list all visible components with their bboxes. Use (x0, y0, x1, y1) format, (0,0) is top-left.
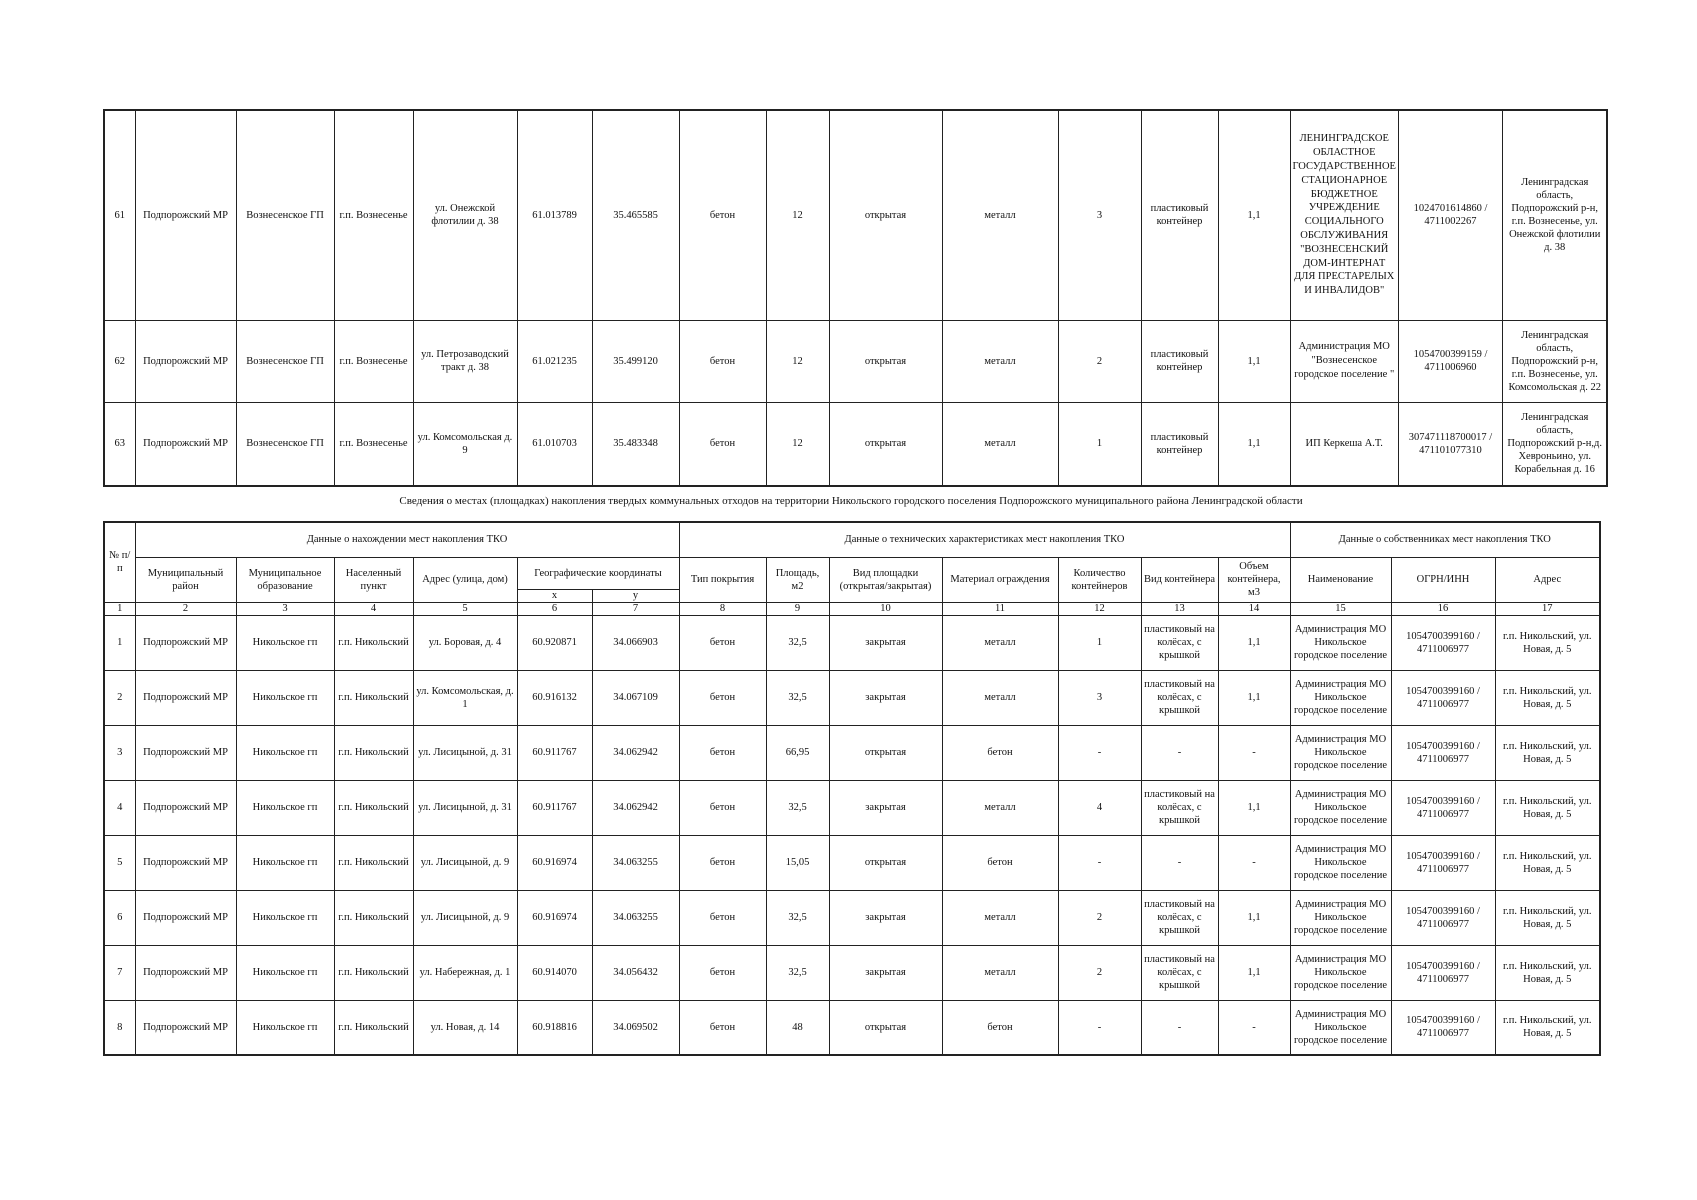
header-container: Вид контейнера (1141, 557, 1218, 602)
column-number: 2 (135, 602, 236, 615)
cell-district: Подпорожский МР (135, 1000, 236, 1055)
cell-fence: бетон (942, 725, 1058, 780)
cell-ogrn: 1054700399160 / 4711006977 (1391, 670, 1495, 725)
cell-owner: Администрация МО Никольское городское поселение (1290, 670, 1391, 725)
cell-count: - (1058, 835, 1141, 890)
cell-container: пластиковый контейнер (1141, 110, 1218, 320)
cell-container: пластиковый контейнер (1141, 320, 1218, 402)
cell-cover: бетон (679, 320, 766, 402)
cell-y: 34.067109 (592, 670, 679, 725)
cell-volume: 1,1 (1218, 890, 1290, 945)
cell-ogrn: 1054700399160 / 4711006977 (1391, 615, 1495, 670)
cell-y: 34.066903 (592, 615, 679, 670)
cell-address: ул. Лисицыной, д. 31 (413, 725, 517, 780)
cell-district: Подпорожский МР (135, 945, 236, 1000)
cell-area: 12 (766, 402, 829, 486)
cell-count: 3 (1058, 110, 1141, 320)
cell-owner: Администрация МО Никольское городское поселение (1290, 945, 1391, 1000)
cell-n: 6 (104, 890, 135, 945)
header-owner: Наименование (1290, 557, 1391, 602)
header-coords: Географические координаты (517, 557, 679, 589)
header-column-row (104, 557, 1600, 589)
cell-count: 2 (1058, 945, 1141, 1000)
cell-site-type: открытая (829, 835, 942, 890)
cell-count: 2 (1058, 320, 1141, 402)
table-caption: Сведения о местах (площадках) накопления твердых коммунальных отходов на территории Никольского городского поселения Подпорожского муниципального района Ленинградской области (399, 495, 1303, 507)
cell-cover: бетон (679, 945, 766, 1000)
cell-address: ул. Боровая, д. 4 (413, 615, 517, 670)
cell-municipality: Никольское гп (236, 890, 334, 945)
cell-volume: 1,1 (1218, 320, 1290, 402)
cell-fence: бетон (942, 835, 1058, 890)
cell-settlement: г.п. Никольский (334, 945, 413, 1000)
cell-area: 32,5 (766, 615, 829, 670)
column-number: 12 (1058, 602, 1141, 615)
cell-x: 61.010703 (517, 402, 592, 486)
cell-settlement: г.п. Никольский (334, 780, 413, 835)
cell-settlement: г.п. Никольский (334, 890, 413, 945)
column-number: 7 (592, 602, 679, 615)
table-row (104, 725, 1600, 780)
column-number: 6 (517, 602, 592, 615)
column-number: 1 (104, 602, 135, 615)
cell-district: Подпорожский МР (135, 402, 236, 486)
cell-container: пластиковый контейнер (1141, 402, 1218, 486)
cell-ogrn: 1054700399160 / 4711006977 (1391, 945, 1495, 1000)
cell-cover: бетон (679, 615, 766, 670)
header-ogrn: ОГРН/ИНН (1391, 557, 1495, 602)
waste-sites-table (103, 521, 1601, 1056)
continuation-table (103, 109, 1608, 487)
cell-fence: металл (942, 945, 1058, 1000)
column-number: 5 (413, 602, 517, 615)
cell-owner: ЛЕНИНГРАДСКОЕ ОБЛАСТНОЕ ГОСУДАРСТВЕННОЕ СТАЦИОНАРНОЕ БЮДЖЕТНОЕ УЧРЕЖДЕНИЕ СОЦИАЛЬНОГО ОБСЛУЖИВАНИЯ "ВОЗНЕСЕНСКИЙ ДОМ-ИНТЕРНАТ ДЛЯ ПРЕСТАРЕЛЫХ И ИНВАЛИДОВ" (1290, 110, 1398, 320)
cell-volume: 1,1 (1218, 615, 1290, 670)
table-row (104, 780, 1600, 835)
table-row (104, 402, 1607, 486)
cell-area: 32,5 (766, 780, 829, 835)
cell-cover: бетон (679, 780, 766, 835)
cell-y: 34.063255 (592, 835, 679, 890)
cell-ogrn: 1054700399159 / 4711006960 (1398, 320, 1502, 402)
cell-settlement: г.п. Вознесенье (334, 402, 413, 486)
cell-container: пластиковый на колёсах, с крышкой (1141, 615, 1218, 670)
header-district: Муниципальный район (135, 557, 236, 602)
cell-area: 32,5 (766, 890, 829, 945)
cell-address: ул. Новая, д. 14 (413, 1000, 517, 1055)
cell-owner-address: г.п. Никольский, ул. Новая, д. 5 (1495, 670, 1600, 725)
cell-address: ул. Комсомольская д. 9 (413, 402, 517, 486)
cell-address: ул. Лисицыной, д. 9 (413, 890, 517, 945)
cell-y: 34.062942 (592, 780, 679, 835)
cell-container: - (1141, 725, 1218, 780)
cell-cover: бетон (679, 890, 766, 945)
cell-owner-address: Ленинградская область, Подпорожский р-н,д. Хевроньино, ул. Корабельная д. 16 (1502, 402, 1607, 486)
header-municipality: Муниципальное образование (236, 557, 334, 602)
cell-n: 7 (104, 945, 135, 1000)
cell-y: 34.056432 (592, 945, 679, 1000)
cell-fence: металл (942, 320, 1058, 402)
cell-settlement: г.п. Никольский (334, 835, 413, 890)
cell-cover: бетон (679, 670, 766, 725)
column-number: 17 (1495, 602, 1600, 615)
table-row (104, 320, 1607, 402)
header-group-owner: Данные о собственниках мест накопления ТКО (1290, 522, 1600, 557)
header-group-location: Данные о нахождении мест накопления ТКО (135, 522, 679, 557)
cell-ogrn: 307471118700017 / 471101077310 (1398, 402, 1502, 486)
cell-x: 60.911767 (517, 780, 592, 835)
cell-owner-address: Ленинградская область, Подпорожский р-н, г.п. Вознесенье, ул. Онежской флотилии д. 38 (1502, 110, 1607, 320)
column-number: 8 (679, 602, 766, 615)
cell-site-type: открытая (829, 320, 942, 402)
cell-settlement: г.п. Никольский (334, 615, 413, 670)
cell-address: ул. Набережная, д. 1 (413, 945, 517, 1000)
header-fence: Материал ограждения (942, 557, 1058, 602)
cell-n: 8 (104, 1000, 135, 1055)
cell-x: 60.920871 (517, 615, 592, 670)
cell-municipality: Никольское гп (236, 780, 334, 835)
cell-x: 60.911767 (517, 725, 592, 780)
cell-address: ул. Петрозаводский тракт д. 38 (413, 320, 517, 402)
cell-owner: Администрация МО Никольское городское поселение (1290, 615, 1391, 670)
header-num: № п/п (104, 522, 135, 602)
cell-n: 2 (104, 670, 135, 725)
column-number: 4 (334, 602, 413, 615)
cell-settlement: г.п. Никольский (334, 1000, 413, 1055)
cell-n: 4 (104, 780, 135, 835)
cell-count: 1 (1058, 402, 1141, 486)
cell-n: 1 (104, 615, 135, 670)
cell-owner: Администрация МО Никольское городское поселение (1290, 725, 1391, 780)
cell-fence: металл (942, 402, 1058, 486)
cell-owner: Администрация МО "Вознесенское городское поселение " (1290, 320, 1398, 402)
cell-site-type: открытая (829, 110, 942, 320)
cell-area: 12 (766, 110, 829, 320)
cell-owner-address: г.п. Никольский, ул. Новая, д. 5 (1495, 725, 1600, 780)
cell-settlement: г.п. Никольский (334, 670, 413, 725)
cell-volume: 1,1 (1218, 945, 1290, 1000)
cell-count: 4 (1058, 780, 1141, 835)
cell-volume: 1,1 (1218, 110, 1290, 320)
cell-volume: 1,1 (1218, 402, 1290, 486)
header-volume: Объем контейнера, м3 (1218, 557, 1290, 602)
cell-area: 66,95 (766, 725, 829, 780)
column-number: 15 (1290, 602, 1391, 615)
column-number: 16 (1391, 602, 1495, 615)
cell-cover: бетон (679, 110, 766, 320)
cell-site-type: закрытая (829, 780, 942, 835)
cell-address: ул. Онежской флотилии д. 38 (413, 110, 517, 320)
cell-count: - (1058, 725, 1141, 780)
cell-address: ул. Лисицыной, д. 31 (413, 780, 517, 835)
cell-site-type: закрытая (829, 945, 942, 1000)
cell-owner: Администрация МО Никольское городское поселение (1290, 890, 1391, 945)
cell-ogrn: 1054700399160 / 4711006977 (1391, 835, 1495, 890)
cell-district: Подпорожский МР (135, 890, 236, 945)
cell-municipality: Никольское гп (236, 670, 334, 725)
cell-y: 34.062942 (592, 725, 679, 780)
header-x: x (517, 589, 592, 602)
cell-area: 15,05 (766, 835, 829, 890)
cell-volume: - (1218, 725, 1290, 780)
cell-y: 34.069502 (592, 1000, 679, 1055)
table-row (104, 890, 1600, 945)
cell-municipality: Никольское гп (236, 945, 334, 1000)
cell-fence: бетон (942, 1000, 1058, 1055)
cell-municipality: Никольское гп (236, 725, 334, 780)
cell-count: 3 (1058, 670, 1141, 725)
cell-cover: бетон (679, 835, 766, 890)
cell-container: пластиковый на колёсах, с крышкой (1141, 945, 1218, 1000)
column-number: 3 (236, 602, 334, 615)
header-group-tech: Данные о технических характеристиках мест накопления ТКО (679, 522, 1290, 557)
column-number-row (104, 602, 1600, 615)
cell-owner: ИП Керкеша А.Т. (1290, 402, 1398, 486)
cell-count: 1 (1058, 615, 1141, 670)
column-number: 13 (1141, 602, 1218, 615)
header-y: y (592, 589, 679, 602)
cell-site-type: закрытая (829, 615, 942, 670)
cell-container: - (1141, 1000, 1218, 1055)
cell-container: - (1141, 835, 1218, 890)
cell-settlement: г.п. Вознесенье (334, 320, 413, 402)
header-count: Количество контейнеров (1058, 557, 1141, 602)
cell-owner-address: г.п. Никольский, ул. Новая, д. 5 (1495, 615, 1600, 670)
cell-volume: - (1218, 1000, 1290, 1055)
cell-ogrn: 1024701614860 / 4711002267 (1398, 110, 1502, 320)
cell-y: 35.483348 (592, 402, 679, 486)
cell-owner-address: г.п. Никольский, ул. Новая, д. 5 (1495, 1000, 1600, 1055)
header-address: Адрес (улица, дом) (413, 557, 517, 602)
cell-owner: Администрация МО Никольское городское поселение (1290, 780, 1391, 835)
cell-count: - (1058, 1000, 1141, 1055)
cell-fence: металл (942, 780, 1058, 835)
table-row (104, 110, 1607, 320)
cell-volume: 1,1 (1218, 780, 1290, 835)
cell-district: Подпорожский МР (135, 835, 236, 890)
cell-y: 34.063255 (592, 890, 679, 945)
table-row (104, 835, 1600, 890)
cell-area: 48 (766, 1000, 829, 1055)
header-settlement: Населенный пункт (334, 557, 413, 602)
cell-address: ул. Лисицыной, д. 9 (413, 835, 517, 890)
cell-site-type: открытая (829, 1000, 942, 1055)
cell-area: 32,5 (766, 670, 829, 725)
cell-container: пластиковый на колёсах, с крышкой (1141, 670, 1218, 725)
cell-n: 5 (104, 835, 135, 890)
cell-district: Подпорожский МР (135, 670, 236, 725)
cell-district: Подпорожский МР (135, 110, 236, 320)
cell-x: 60.918816 (517, 1000, 592, 1055)
column-number: 10 (829, 602, 942, 615)
cell-address: ул. Комсомольская, д. 1 (413, 670, 517, 725)
table-row (104, 1000, 1600, 1055)
cell-area: 32,5 (766, 945, 829, 1000)
cell-n: 62 (104, 320, 135, 402)
table-row (104, 615, 1600, 670)
cell-owner: Администрация МО Никольское городское поселение (1290, 1000, 1391, 1055)
cell-n: 3 (104, 725, 135, 780)
cell-fence: металл (942, 890, 1058, 945)
cell-site-type: закрытая (829, 890, 942, 945)
cell-x: 60.916974 (517, 835, 592, 890)
cell-fence: металл (942, 615, 1058, 670)
cell-n: 63 (104, 402, 135, 486)
cell-volume: 1,1 (1218, 670, 1290, 725)
cell-owner-address: Ленинградская область, Подпорожский р-н, г.п. Вознесенье, ул. Комсомольская д. 22 (1502, 320, 1607, 402)
column-number: 9 (766, 602, 829, 615)
cell-x: 61.021235 (517, 320, 592, 402)
cell-district: Подпорожский МР (135, 615, 236, 670)
cell-container: пластиковый на колёсах, с крышкой (1141, 890, 1218, 945)
table-row (104, 670, 1600, 725)
header-area: Площадь, м2 (766, 557, 829, 602)
cell-n: 61 (104, 110, 135, 320)
cell-district: Подпорожский МР (135, 725, 236, 780)
cell-site-type: открытая (829, 402, 942, 486)
cell-x: 60.914070 (517, 945, 592, 1000)
cell-municipality: Вознесенское ГП (236, 402, 334, 486)
cell-ogrn: 1054700399160 / 4711006977 (1391, 725, 1495, 780)
column-number: 11 (942, 602, 1058, 615)
cell-site-type: закрытая (829, 670, 942, 725)
cell-y: 35.499120 (592, 320, 679, 402)
cell-fence: металл (942, 670, 1058, 725)
cell-municipality: Никольское гп (236, 835, 334, 890)
cell-cover: бетон (679, 402, 766, 486)
header-owner-address: Адрес (1495, 557, 1600, 602)
cell-x: 60.916132 (517, 670, 592, 725)
cell-ogrn: 1054700399160 / 4711006977 (1391, 1000, 1495, 1055)
cell-x: 61.013789 (517, 110, 592, 320)
cell-municipality: Никольское гп (236, 1000, 334, 1055)
cell-owner-address: г.п. Никольский, ул. Новая, д. 5 (1495, 835, 1600, 890)
cell-municipality: Вознесенское ГП (236, 320, 334, 402)
cell-container: пластиковый на колёсах, с крышкой (1141, 780, 1218, 835)
cell-settlement: г.п. Никольский (334, 725, 413, 780)
header-cover: Тип покрытия (679, 557, 766, 602)
header-site-type: Вид площадки (открытая/закрытая) (829, 557, 942, 602)
cell-area: 12 (766, 320, 829, 402)
cell-x: 60.916974 (517, 890, 592, 945)
cell-owner-address: г.п. Никольский, ул. Новая, д. 5 (1495, 780, 1600, 835)
cell-owner-address: г.п. Никольский, ул. Новая, д. 5 (1495, 890, 1600, 945)
cell-district: Подпорожский МР (135, 320, 236, 402)
cell-district: Подпорожский МР (135, 780, 236, 835)
header-group-row (104, 522, 1600, 557)
cell-municipality: Вознесенское ГП (236, 110, 334, 320)
cell-y: 35.465585 (592, 110, 679, 320)
column-number: 14 (1218, 602, 1290, 615)
cell-volume: - (1218, 835, 1290, 890)
cell-ogrn: 1054700399160 / 4711006977 (1391, 890, 1495, 945)
table-row (104, 945, 1600, 1000)
cell-settlement: г.п. Вознесенье (334, 110, 413, 320)
cell-owner: Администрация МО Никольское городское поселение (1290, 835, 1391, 890)
cell-owner-address: г.п. Никольский, ул. Новая, д. 5 (1495, 945, 1600, 1000)
cell-municipality: Никольское гп (236, 615, 334, 670)
cell-ogrn: 1054700399160 / 4711006977 (1391, 780, 1495, 835)
cell-fence: металл (942, 110, 1058, 320)
cell-cover: бетон (679, 725, 766, 780)
cell-count: 2 (1058, 890, 1141, 945)
cell-cover: бетон (679, 1000, 766, 1055)
cell-site-type: открытая (829, 725, 942, 780)
